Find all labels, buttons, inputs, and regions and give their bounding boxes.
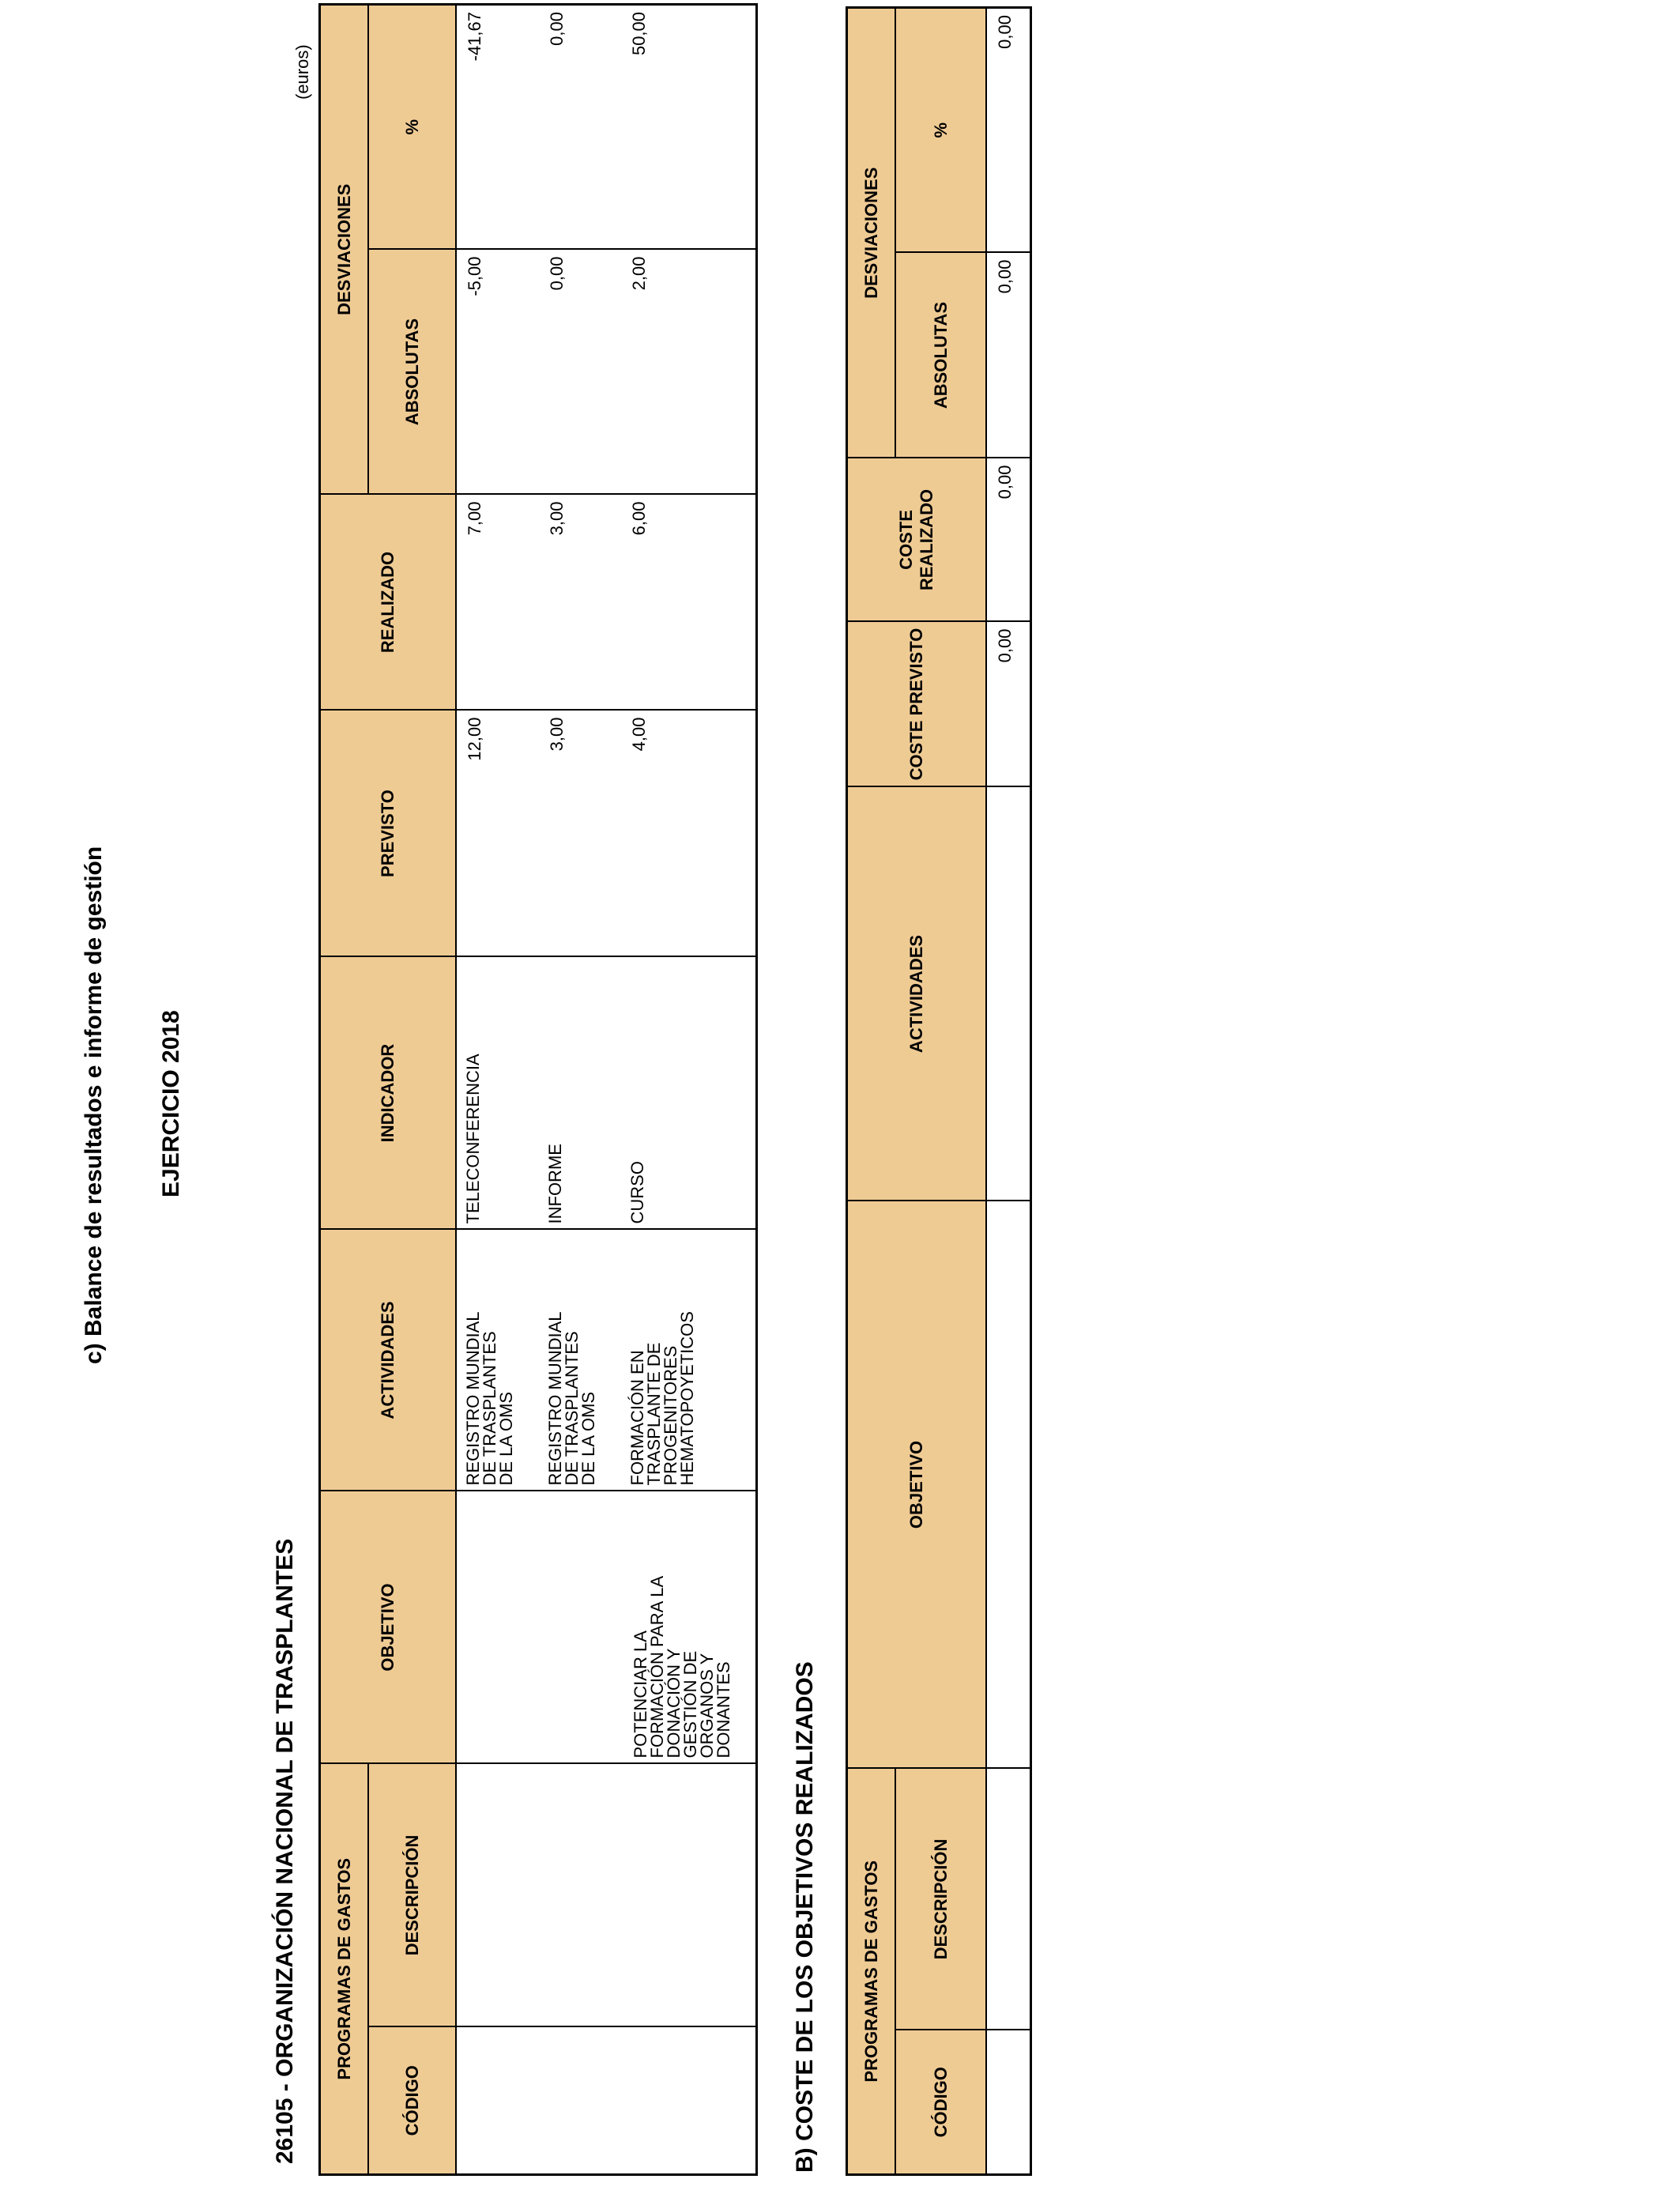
b-programas-group-header: PROGRAMAS DE GASTOS xyxy=(847,1769,896,2175)
b-descripcion-cell xyxy=(986,1769,1030,2030)
b-coste-previsto-value: 0,00 xyxy=(986,622,1030,787)
descripcion-header: DESCRIPCIÓN xyxy=(368,1764,456,2027)
realizado-header: REALIZADO xyxy=(320,495,457,711)
currency-note: (euros) xyxy=(292,44,312,100)
b-codigo-header: CÓDIGO xyxy=(895,2030,986,2175)
realizado-1: 7,00 xyxy=(465,501,484,536)
absolutas-header: ABSOLUTAS xyxy=(368,250,456,495)
indicador-2: INFORME xyxy=(545,1144,565,1224)
realizado-3: 6,00 xyxy=(629,501,649,536)
codigo-header: CÓDIGO xyxy=(368,2027,456,2175)
previsto-header: PREVISTO xyxy=(320,711,457,957)
b-actividades-cell xyxy=(986,787,1030,1201)
actividad-1: REGISTRO MUNDIAL DE TRASPLANTES DE LA OMS xyxy=(463,1312,516,1486)
actividades-cell xyxy=(456,1230,756,1491)
coste-heading: B) COSTE DE LOS OBJETIVOS REALIZADOS xyxy=(792,1661,818,2173)
realizado-2: 3,00 xyxy=(547,501,567,536)
b-absolutas-header: ABSOLUTAS xyxy=(895,253,986,458)
b-codigo-cell xyxy=(986,2030,1030,2175)
indicador-cell xyxy=(456,957,756,1230)
b-coste-realizado-value: 0,00 xyxy=(986,458,1030,622)
actividades-header: ACTIVIDADES xyxy=(320,1230,457,1491)
absolutas-cell xyxy=(456,250,756,495)
b-porcentaje-header: % xyxy=(895,7,986,252)
porcentaje-2: 0,00 xyxy=(547,11,567,46)
exercise-title: EJERCICIO 2018 xyxy=(158,1010,184,1197)
b-coste-previsto-header: COSTE PREVISTO xyxy=(847,622,987,787)
indicador-header: INDICADOR xyxy=(320,957,457,1230)
b-coste-realizado-header: COSTE REALIZADO xyxy=(847,458,987,622)
absolutas-3: 2,00 xyxy=(629,256,649,291)
absolutas-1: -5,00 xyxy=(465,256,484,296)
b-porcentaje-value: 0,00 xyxy=(986,7,1030,252)
porcentaje-cell xyxy=(456,4,756,249)
desviaciones-group-header: DESVIACIONES xyxy=(320,4,369,494)
porcentaje-header: % xyxy=(368,4,456,249)
absolutas-2: 0,00 xyxy=(547,256,567,291)
objetivo-cell xyxy=(456,1491,756,1764)
actividad-3: FORMACIÓN EN TRASPLANTE DE PROGENITORES HEMATOPOYETICOS xyxy=(627,1311,697,1486)
porcentaje-3: 50,00 xyxy=(629,11,649,56)
codigo-cell xyxy=(456,2027,756,2175)
cost-table xyxy=(846,6,1032,2176)
organization-heading: 26105 - ORGANIZACIÓN NACIONAL DE TRASPLANTES xyxy=(272,1538,298,2164)
realizado-cell xyxy=(456,495,756,711)
b-objetivo-header: OBJETIVO xyxy=(847,1201,987,1769)
descripcion-cell xyxy=(456,1764,756,2027)
previsto-1: 12,00 xyxy=(465,717,484,761)
b-desviaciones-group-header: DESVIACIONES xyxy=(847,7,896,458)
b-actividades-header: ACTIVIDADES xyxy=(847,787,987,1201)
porcentaje-1: -41,67 xyxy=(465,11,484,62)
results-table xyxy=(318,3,758,2176)
previsto-3: 4,00 xyxy=(629,717,649,752)
objetivo-text: POTENCIAR LA FORMACIÓN PARA LA DONACIÓN Y GESTIÓN DE ORGANOS Y DONANTES xyxy=(631,1577,733,1759)
b-descripcion-header: DESCRIPCIÓN xyxy=(895,1769,986,2030)
previsto-cell xyxy=(456,711,756,957)
b-absolutas-value: 0,00 xyxy=(986,253,1030,458)
actividad-2: REGISTRO MUNDIAL DE TRASPLANTES DE LA OMS xyxy=(545,1312,598,1486)
programas-group-header: PROGRAMAS DE GASTOS xyxy=(320,1764,369,2175)
objetivo-header: OBJETIVO xyxy=(320,1491,457,1764)
previsto-2: 3,00 xyxy=(547,717,567,752)
indicador-3: CURSO xyxy=(627,1161,647,1224)
indicador-1: TELECONFERENCIA xyxy=(463,1054,483,1224)
section-title: c) Balance de resultados e informe de gestión xyxy=(81,846,107,1364)
b-objetivo-cell xyxy=(986,1201,1030,1769)
